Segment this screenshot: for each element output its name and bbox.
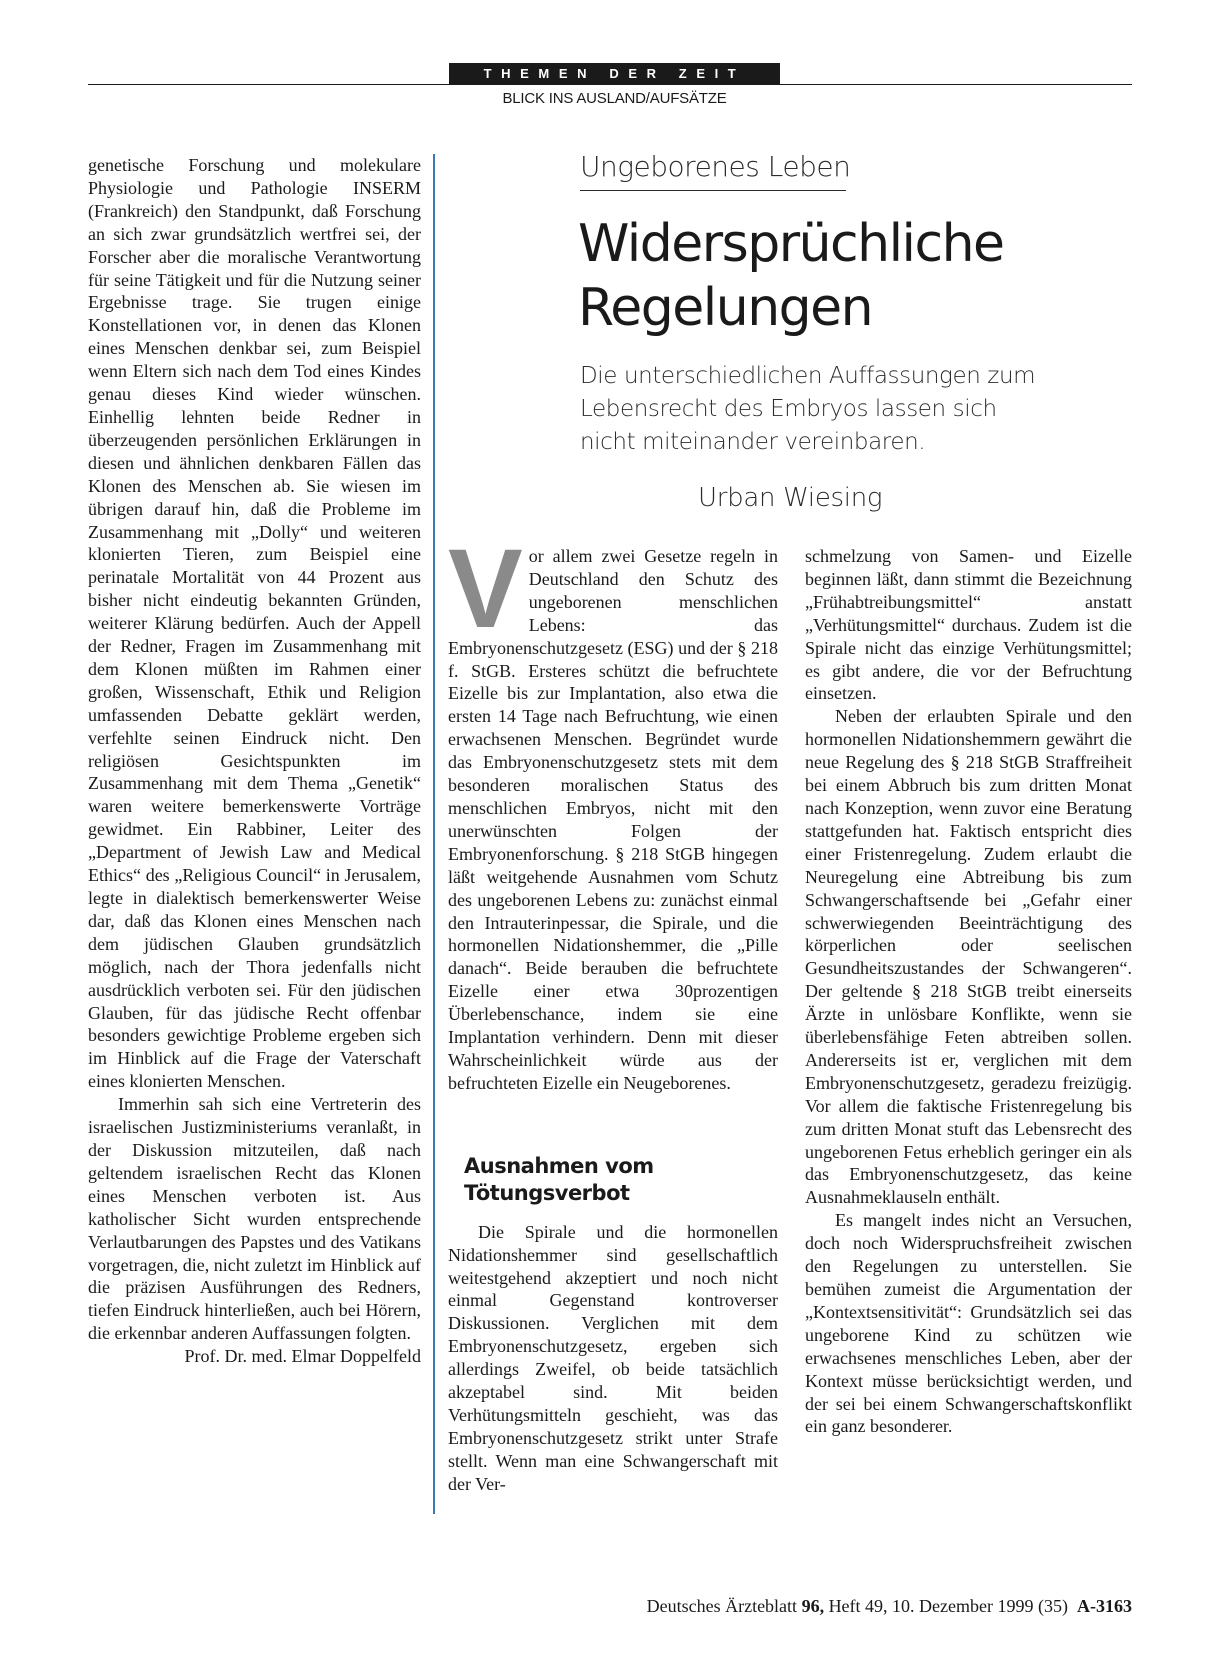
paragraph: Es mangelt indes nicht an Versuchen, doch noch Widerspruchsfreiheit zwischen den Regelungen zu unterstellen. Sie bemühen zumeist die Argumentation der „Kontextsensitivität“: Grundsätzlich sei das ungeborene Kind zu schützen wie erwachsenes menschliches Leben, aber der Kontext müsse berücksichtigt werden, und der sei bei einem Schwangerschaftskonflikt ein ganz besonderer.: [805, 1210, 1132, 1437]
paragraph-text: or allem zwei Gesetze regeln in Deutschland den Schutz des ungeborenen menschlichen Lebens: das Embryonenschutzgesetz (ESG) und der § 218 f. StGB. Ersteres schützt die befruchtete Eizelle bis zur Implantation, also etwa die ersten 14 Tage nach Befruchtung, wie einen erwachsenen Menschen. Begründet wurde das Embryonenschutzgesetz stets mit dem besonderen moralischen Status des menschlichen Embryos, nicht mit den unerwünschten Folgen der Embryonenforschung. § 218 StGB hingegen läßt weitgehende Ausnahmen vom Schutz des ungeborenen Lebens zu: zunächst einmal den Intrauterinpessar, die Spirale, und die hormonellen Nidationshemmer, die „Pille danach“. Beide berauben die befruchtete Eizelle einer etwa 30prozentigen Überlebenschance, indem sie eine Implantation verhindern. Denn mit dieser Wahrscheinlichkeit würde aus der befruchteten Eizelle ein Neugeborenes.: [448, 546, 778, 1093]
paragraph: schmelzung von Samen- und Eizelle beginnen läßt, dann stimmt die Bezeichnung „Frühabtreibungsmittel“ anstatt „Verhütungsmittel“ durchaus. Zudem ist die Spirale nicht das einzige Verhütungsmittel; es gibt andere, die vor der Befruchtung einsetzen.: [805, 546, 1132, 704]
paragraph: Neben der erlaubten Spirale und den hormonellen Nidationshemmern gewährt die neue Regelung des § 218 StGB Straffreiheit bei einem Abbruch bis zum dritten Monat nach Konzeption, wenn zuvor eine Beratung stattgefunden hat. Faktisch entspricht dies einer Fristenregelung. Zudem erlaubt die Neuregelung eine Abtreibung bis zum Schwangerschaftsende bei „Gefahr einer schwerwiegenden Beeinträchtigung des körperlichen oder seelischen Gesundheitszustandes der Schwangeren“. Der geltende § 218 StGB treibt einerseits Ärzte in unlösbare Konflikte, wenn sie überlebensfähige Feten abtreiben sollen. Andererseits ist er, verglichen mit dem Embryonenschutzgesetz, geradezu freizügig. Vor allem die faktische Fristenregelung bis zum dritten Monat stuft das Lebensrecht des ungeborenen Fetus erheblich geringer ein als das Embryonenschutzgesetz, das keine Ausnahmeklauseln enthält.: [805, 706, 1132, 1208]
author-name: Urban Wiesing: [698, 483, 883, 513]
column-right: [805, 545, 1132, 1438]
topic-label: Ungeborenes Leben: [580, 150, 851, 183]
volume-number: 96,: [801, 1596, 825, 1616]
paragraph: [448, 526, 778, 1095]
journal-name: Deutsches Ärzteblatt: [646, 1596, 798, 1616]
section-kicker: THEMEN DER ZEIT: [449, 63, 780, 84]
column-left: [88, 154, 421, 1368]
column-divider: [433, 154, 435, 1514]
header-rule: [88, 84, 1132, 85]
paragraph: genetische Forschung und molekulare Physiologie und Pathologie INSERM (Frankreich) den Standpunkt, daß Forschung an sich zwar grundsätzlich wertfrei sei, der Forscher aber die moralische Verantwortung für seine Tätigkeit und für die Nutzung seiner Ergebnisse trage. Sie trugen einige Konstellationen vor, in denen das Klonen eines Menschen denkbar sei, zum Beispiel wenn Eltern sich nach dem Tod eines Kindes genau dieses Kind wieder wünschen. Einhellig lehnten beide Redner in überzeugenden persönlichen Erklärungen in diesen und ähnlichen denkbaren Fällen das Klonen des Menschen ab. Sie wiesen im übrigen darauf hin, daß die Probleme im Zusammenhang mit „Dolly“ und weiteren klonierten Tieren, zum Beispiel eine perinatale Mortalität von 44 Prozent aus bisher nicht eindeutig bekannten Gründen, weiterer Klärung bedürfen. Auch der Appell der Redner, Fragen im Zusammenhang mit dem Klonen müßten im Rahmen einer großen, Wissenschaft, Ethik und Religion umfassenden Debatte geklärt werden, verfehlte seinen Eindruck nicht. Den religiösen Gesichtspunkten im Zusammenhang mit dem Thema „Genetik“ waren weitere bemerkenswerte Vorträge gewidmet. Ein Rabbiner, Leiter des „Department of Jewish Law and Medical Ethics“ des „Religious Council“ in Jerusalem, legte in dialektisch bemerkenswerter Weise dar, daß das Klonen eines Menschen nach dem jüdischen Glauben grundsätzlich möglich, nach der Thora jedenfalls nicht ausdrücklich verboten sei. Für den jüdischen Glauben, für das jüdische Recht offenbar besonders gewichtige Probleme ergeben sich im Hinblick auf die Frage der Vaterschaft eines klonierten Menschen.: [88, 155, 421, 1092]
section-label: BLICK INS AUSLAND/AUFSÄTZE: [502, 90, 727, 107]
lead-text: Die unterschiedlichen Auffassungen zum Lebensrecht des Embryos lassen sich nicht miteinander vereinbaren.: [580, 363, 1036, 455]
page-number: A-3163: [1077, 1596, 1132, 1616]
paragraph: Immerhin sah sich eine Vertreterin des israelischen Justizministeriums veranlaßt, in der Diskussion mitzuteilen, daß nach geltendem israelischen Recht das Klonen eines Menschen verboten ist. Aus katholischer Sicht wurden entsprechende Verlautbarungen des Papstes und des Vatikans vorgetragen, die, nicht zuletzt im Hinblick auf die präzisen Ausführungen des Redners, tiefen Eindruck hinterließen, auch bei Hörern, die erkennbar anderen Auffassungen folgten.: [88, 1094, 421, 1344]
column-middle: [448, 526, 778, 1496]
signature: Prof. Dr. med. Elmar Doppelfeld: [184, 1346, 421, 1367]
headline: Widersprüchliche Regelungen: [578, 214, 1004, 338]
issue-date: Heft 49, 10. Dezember 1999 (35): [828, 1596, 1068, 1616]
topic-underline: [580, 190, 846, 191]
page-footer: [580, 1596, 1132, 1617]
drop-cap: V: [448, 526, 523, 651]
subheading: Ausnahmen vom Tötungsverbot: [464, 1153, 654, 1205]
paragraph: Die Spirale und die hormonellen Nidationshemmer sind gesellschaftlich weitestgehend akzeptiert und noch nicht einmal Gegenstand kontroverser Diskussionen. Verglichen mit dem Embryonenschutzgesetz, ergeben sich allerdings Zweifel, ob beide tatsächlich akzeptabel sind. Mit beiden Verhütungsmitteln geschieht, was das Embryonenschutzgesetz strikt unter Strafe stellt. Wenn man eine Schwangerschaft mit der Ver-: [448, 1221, 778, 1494]
